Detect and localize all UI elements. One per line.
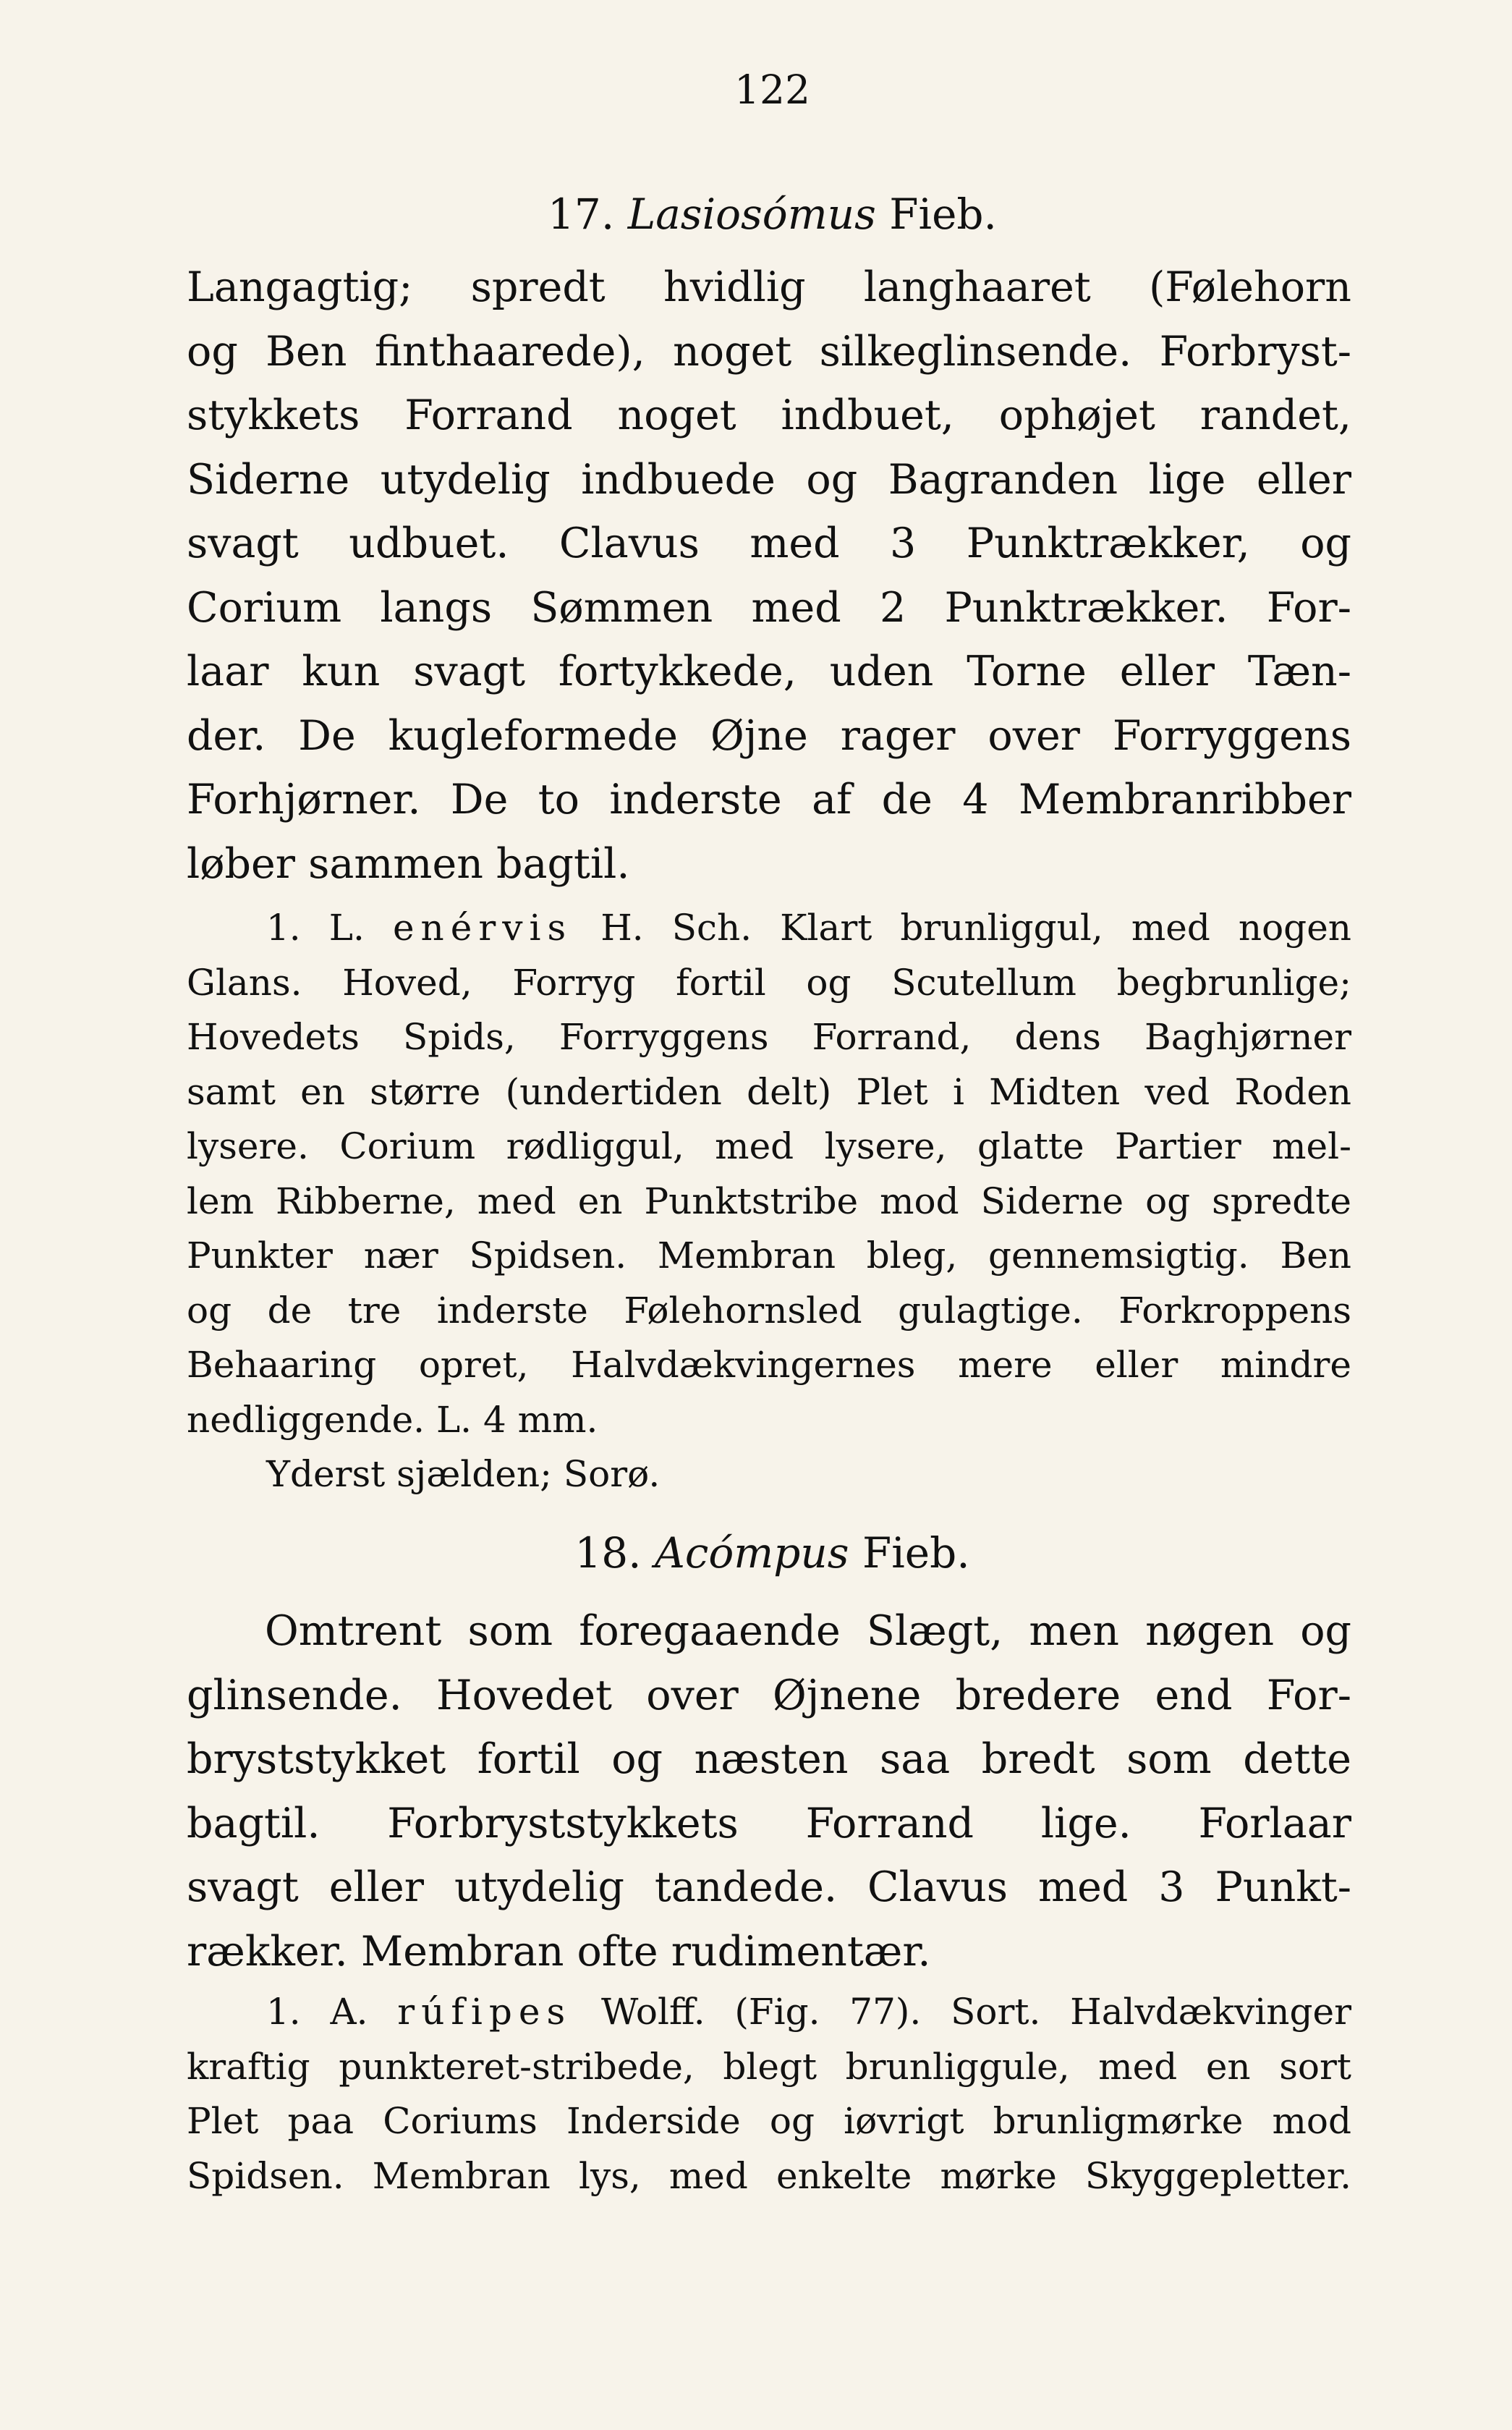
text-line: stykkets Forrand noget indbuet, ophøjet randet,	[187, 391, 1351, 439]
text-line: bryststykket fortil og næsten saa bredt som dette	[187, 1735, 1351, 1783]
genus-author: Fieb.	[862, 1528, 970, 1578]
text-line: svagt eller utydelig tandede. Clavus med 3 Punkt-	[187, 1863, 1351, 1911]
genus-author: Fieb.	[889, 190, 997, 239]
genus-description-17	[187, 255, 1351, 896]
text-line: lem Ribberne, med en Punktstribe mod Siderne og spredte	[187, 1180, 1351, 1222]
text-line: lysere. Corium rødliggul, med lysere, glatte Partier mel-	[187, 1125, 1351, 1167]
text-line: Behaaring opret, Halvdækvingernes mere eller mindre	[187, 1344, 1351, 1386]
text-line: samt en større (undertiden delt) Plet i Midten ved Roden	[187, 1070, 1351, 1113]
genus-heading-17	[0, 190, 1512, 239]
species-epithet: rúfipes	[397, 1991, 572, 2033]
species-genus-abbrev: A.	[330, 1991, 368, 2033]
text-line: rækker. Membran ofte rudimentær.	[187, 1927, 931, 1976]
text-line: og de tre inderste Følehornsled gulagtige. Forkroppens	[187, 1289, 1351, 1332]
text-line: nedliggende. L. 4 mm.	[187, 1398, 598, 1441]
text-line: Forhjørner. De to inderste af de 4 Membranribber	[187, 776, 1351, 824]
text-line: der. De kugleformede Øjne rager over Forryggens	[187, 711, 1351, 760]
species-first-line	[187, 1985, 1351, 2040]
genus-description-18	[187, 1599, 1351, 1984]
species-entry-17-1	[187, 901, 1351, 1502]
text-line: glinsende. Hovedet over Øjnene bredere end For-	[187, 1671, 1351, 1719]
species-author: H. Sch.	[600, 907, 752, 949]
text-line: Omtrent som foregaaende Slægt, men nøgen og	[265, 1607, 1351, 1655]
text-line: Plet paa Coriums Inderside og iøvrigt brunligmørke mod	[187, 2100, 1351, 2142]
species-author: Wolff. (Fig. 77).	[600, 1991, 922, 2033]
page-number: 122	[734, 67, 810, 113]
species-epithet: enérvis	[392, 907, 573, 949]
text-line: Langagtig; spredt hvidlig langhaaret (Følehorn	[187, 263, 1351, 311]
text-line: Spidsen. Membran lys, med enkelte mørke Skyggepletter.	[187, 2154, 1351, 2197]
text-line: Corium langs Sømmen med 2 Punktrækker. For-	[187, 583, 1351, 632]
text-line: laar kun svagt fortykkede, uden Torne eller Tæn-	[187, 648, 1351, 695]
species-occurrence: Yderst sjælden; Sorø.	[266, 1453, 661, 1495]
text-line: Hovedets Spids, Forryggens Forrand, dens Baghjørner	[187, 1016, 1351, 1058]
species-number: 1.	[266, 907, 301, 949]
text-line: bagtil. Forbryststykkets Forrand lige. Forlaar	[187, 1799, 1351, 1847]
text-line: svagt udbuet. Clavus med 3 Punktrækker, og	[187, 520, 1351, 567]
genus-heading-18	[0, 1528, 1512, 1578]
species-genus-abbrev: L.	[328, 907, 365, 949]
genus-number: 17.	[548, 190, 615, 239]
text-line: og Ben finthaarede), noget silkeglinsende. Forbryst-	[187, 327, 1351, 376]
text-line: kraftig punkteret-stribede, blegt brunliggule, med en sort	[187, 2045, 1351, 2088]
genus-name: Lasiosómus	[627, 190, 876, 239]
species-first-line	[187, 901, 1351, 956]
genus-number: 18.	[574, 1528, 642, 1578]
text-line: Punkter nær Spidsen. Membran bleg, gennemsigtig. Ben	[187, 1235, 1351, 1277]
species-entry-18-1	[187, 1985, 1351, 2203]
species-number: 1.	[266, 1991, 301, 2033]
species-text: Sort. Halvdækvinger	[951, 1991, 1351, 2033]
genus-name: Acómpus	[655, 1528, 849, 1578]
text-line: Siderne utydelig indbuede og Bagranden lige eller	[187, 455, 1351, 504]
species-text: Klart brunliggul, med nogen	[780, 907, 1351, 949]
text-line: Glans. Hoved, Forryg fortil og Scutellum begbrunlige;	[187, 961, 1351, 1004]
text-line: løber sammen bagtil.	[187, 839, 630, 888]
